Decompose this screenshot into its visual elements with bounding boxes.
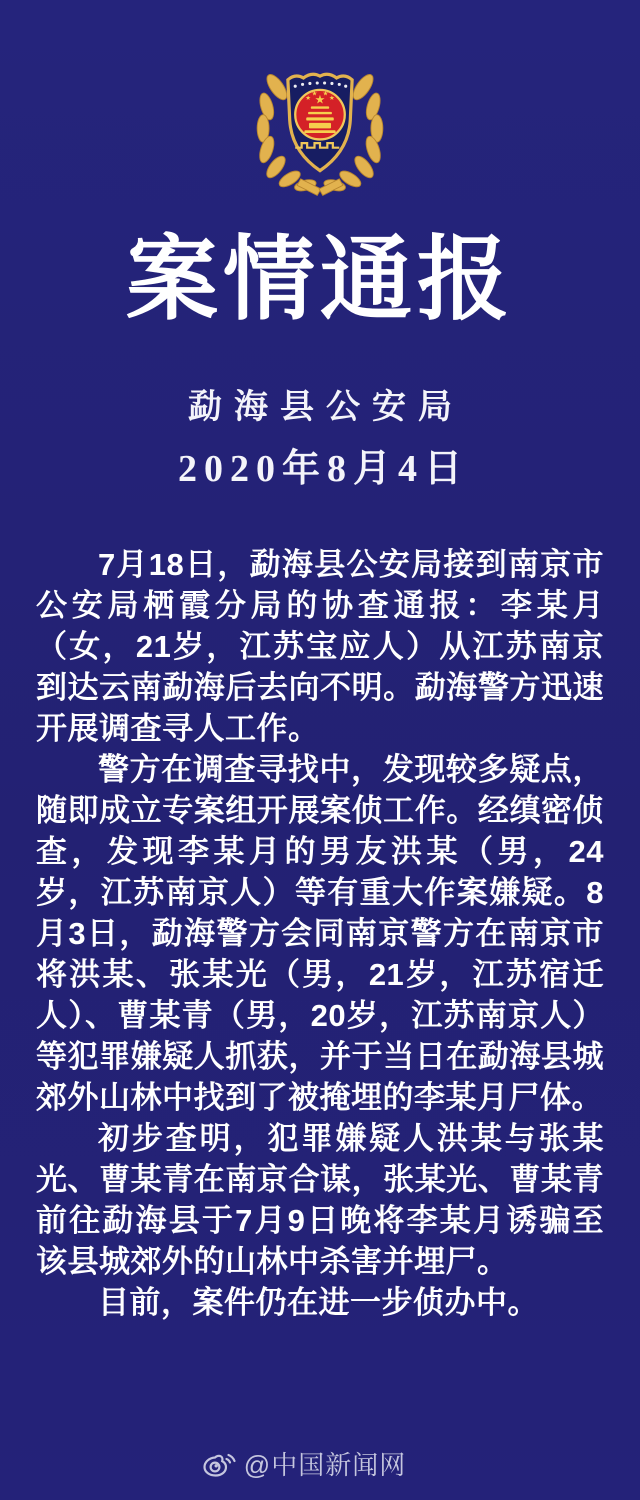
paragraph-4: 目前，案件仍在进一步侦办中。 [98,1284,539,1320]
issuer-name: 勐海县公安局 [188,388,464,426]
watermark [0,1445,624,1482]
svg-text:★: ★ [311,89,318,98]
svg-text:★: ★ [314,92,326,107]
paragraph-2: 警方在调查寻找中，发现较多疑点，随即成立专案组开展案侦工作。经缜密侦查，发现李某月的男友洪某（男，24岁，江苏南京人）等有重大作案嫌疑。8月3日，勐海警方会同南京警方在南京市将洪某、张某光（男，21岁，江苏宿迁人）、曹某青（男，20岁，江苏南京人）等犯罪嫌疑人抓获，并于当日在勐海县城郊外山林中找到了被掩埋的李某月尸体。 [36,751,604,1115]
watermark-text: @中国新闻网 [243,1450,407,1480]
page-title: 案情通报 [125,229,514,331]
police-badge-icon [242,46,398,198]
svg-text:★: ★ [305,93,311,102]
paragraph-1: 7月18日，勐海县公安局接到南京市公安局栖霞分局的协查通报：李某月（女，21岁，江苏宝应人）从江苏南京到达云南勐海后去向不明。勐海警方迅速开展调查寻人工作。 [36,546,604,746]
svg-text:★: ★ [322,89,329,98]
weibo-icon [202,1450,236,1478]
police-emblem [242,46,398,198]
svg-text:★: ★ [329,93,335,102]
briefing-body [36,544,604,1323]
paragraph-3: 初步查明，犯罪嫌疑人洪某与张某光、曹某青在南京合谋，张某光、曹某青前往勐海县于7月9日晚将李某月诱骗至该县城郊外的山林中杀害并埋尸。 [36,1120,604,1279]
issue-date: 2020年8月4日 [177,447,469,490]
